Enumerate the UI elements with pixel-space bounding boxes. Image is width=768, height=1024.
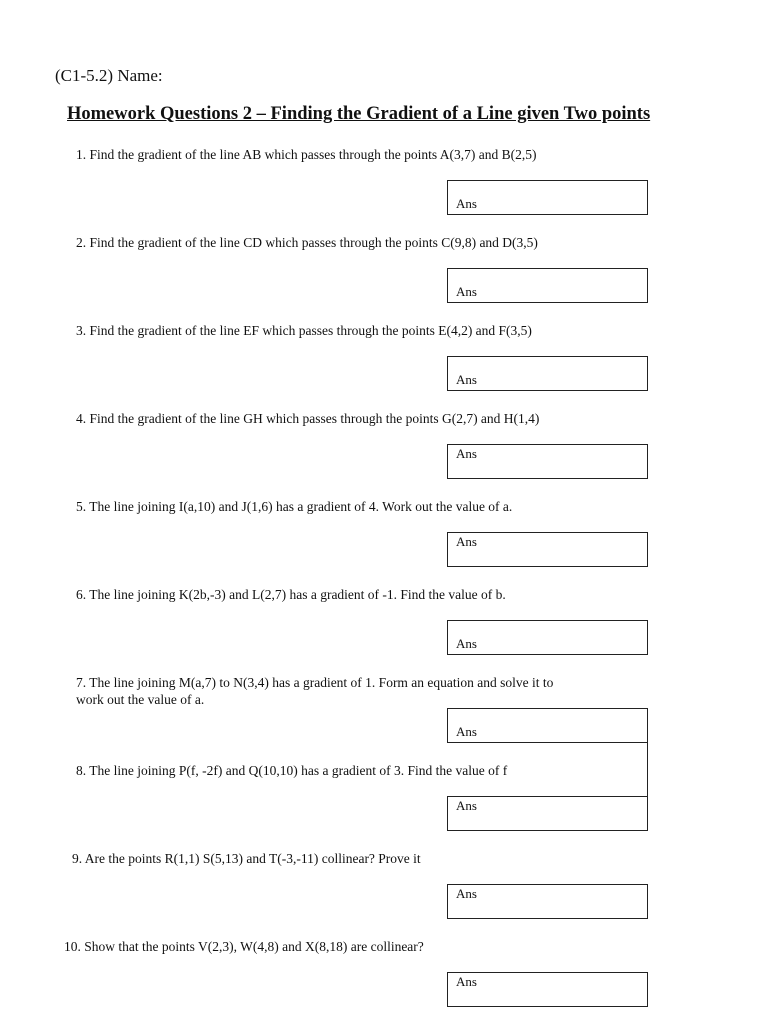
answer-label: Ans <box>456 724 477 739</box>
question-7: 7. The line joining M(a,7) to N(3,4) has a gradient of 1. Form an equation and solve it to <box>76 675 554 690</box>
question-2: 2. Find the gradient of the line CD which passes through the points C(9,8) and D(3,5) <box>76 235 538 250</box>
question-5: 5. The line joining I(a,10) and J(1,6) has a gradient of 4. Work out the value of a. <box>76 499 513 514</box>
question-7-continued: work out the value of a. <box>76 692 205 707</box>
answer-label: Ans <box>456 534 477 549</box>
box-connector-line <box>647 742 648 797</box>
question-9: 9. Are the points R(1,1) S(5,13) and T(-3,-11) collinear? Prove it <box>72 851 421 866</box>
question-6: 6. The line joining K(2b,-3) and L(2,7) has a gradient of -1. Find the value of b. <box>76 587 506 602</box>
answer-label: Ans <box>456 886 477 901</box>
answer-box-4[interactable] <box>447 444 648 479</box>
question-3: 3. Find the gradient of the line EF which passes through the points E(4,2) and F(3,5) <box>76 323 532 338</box>
answer-box-6[interactable] <box>447 620 648 655</box>
answer-box-5[interactable] <box>447 532 648 567</box>
answer-label: Ans <box>456 974 477 989</box>
question-1: 1. Find the gradient of the line AB which passes through the points A(3,7) and B(2,5) <box>76 147 537 162</box>
answer-box-9[interactable] <box>447 884 648 919</box>
name-header: (C1-5.2) Name: <box>55 66 163 85</box>
answer-box-10[interactable] <box>447 972 648 1007</box>
answer-box-2[interactable] <box>447 268 648 303</box>
answer-label: Ans <box>456 798 477 813</box>
answer-label: Ans <box>456 446 477 461</box>
question-8: 8. The line joining P(f, -2f) and Q(10,10) has a gradient of 3. Find the value of f <box>76 763 508 778</box>
answer-box-1[interactable] <box>447 180 648 215</box>
page-title: Homework Questions 2 – Finding the Gradient of a Line given Two points <box>67 104 651 124</box>
answer-label: Ans <box>456 372 477 387</box>
answer-label: Ans <box>456 284 477 299</box>
answer-box-8[interactable] <box>447 796 648 831</box>
answer-label: Ans <box>456 196 477 211</box>
answer-label: Ans <box>456 636 477 651</box>
question-4: 4. Find the gradient of the line GH which passes through the points G(2,7) and H(1,4) <box>76 411 540 426</box>
answer-box-3[interactable] <box>447 356 648 391</box>
answer-box-7[interactable] <box>447 708 648 743</box>
question-10: 10. Show that the points V(2,3), W(4,8) and X(8,18) are collinear? <box>64 939 424 954</box>
